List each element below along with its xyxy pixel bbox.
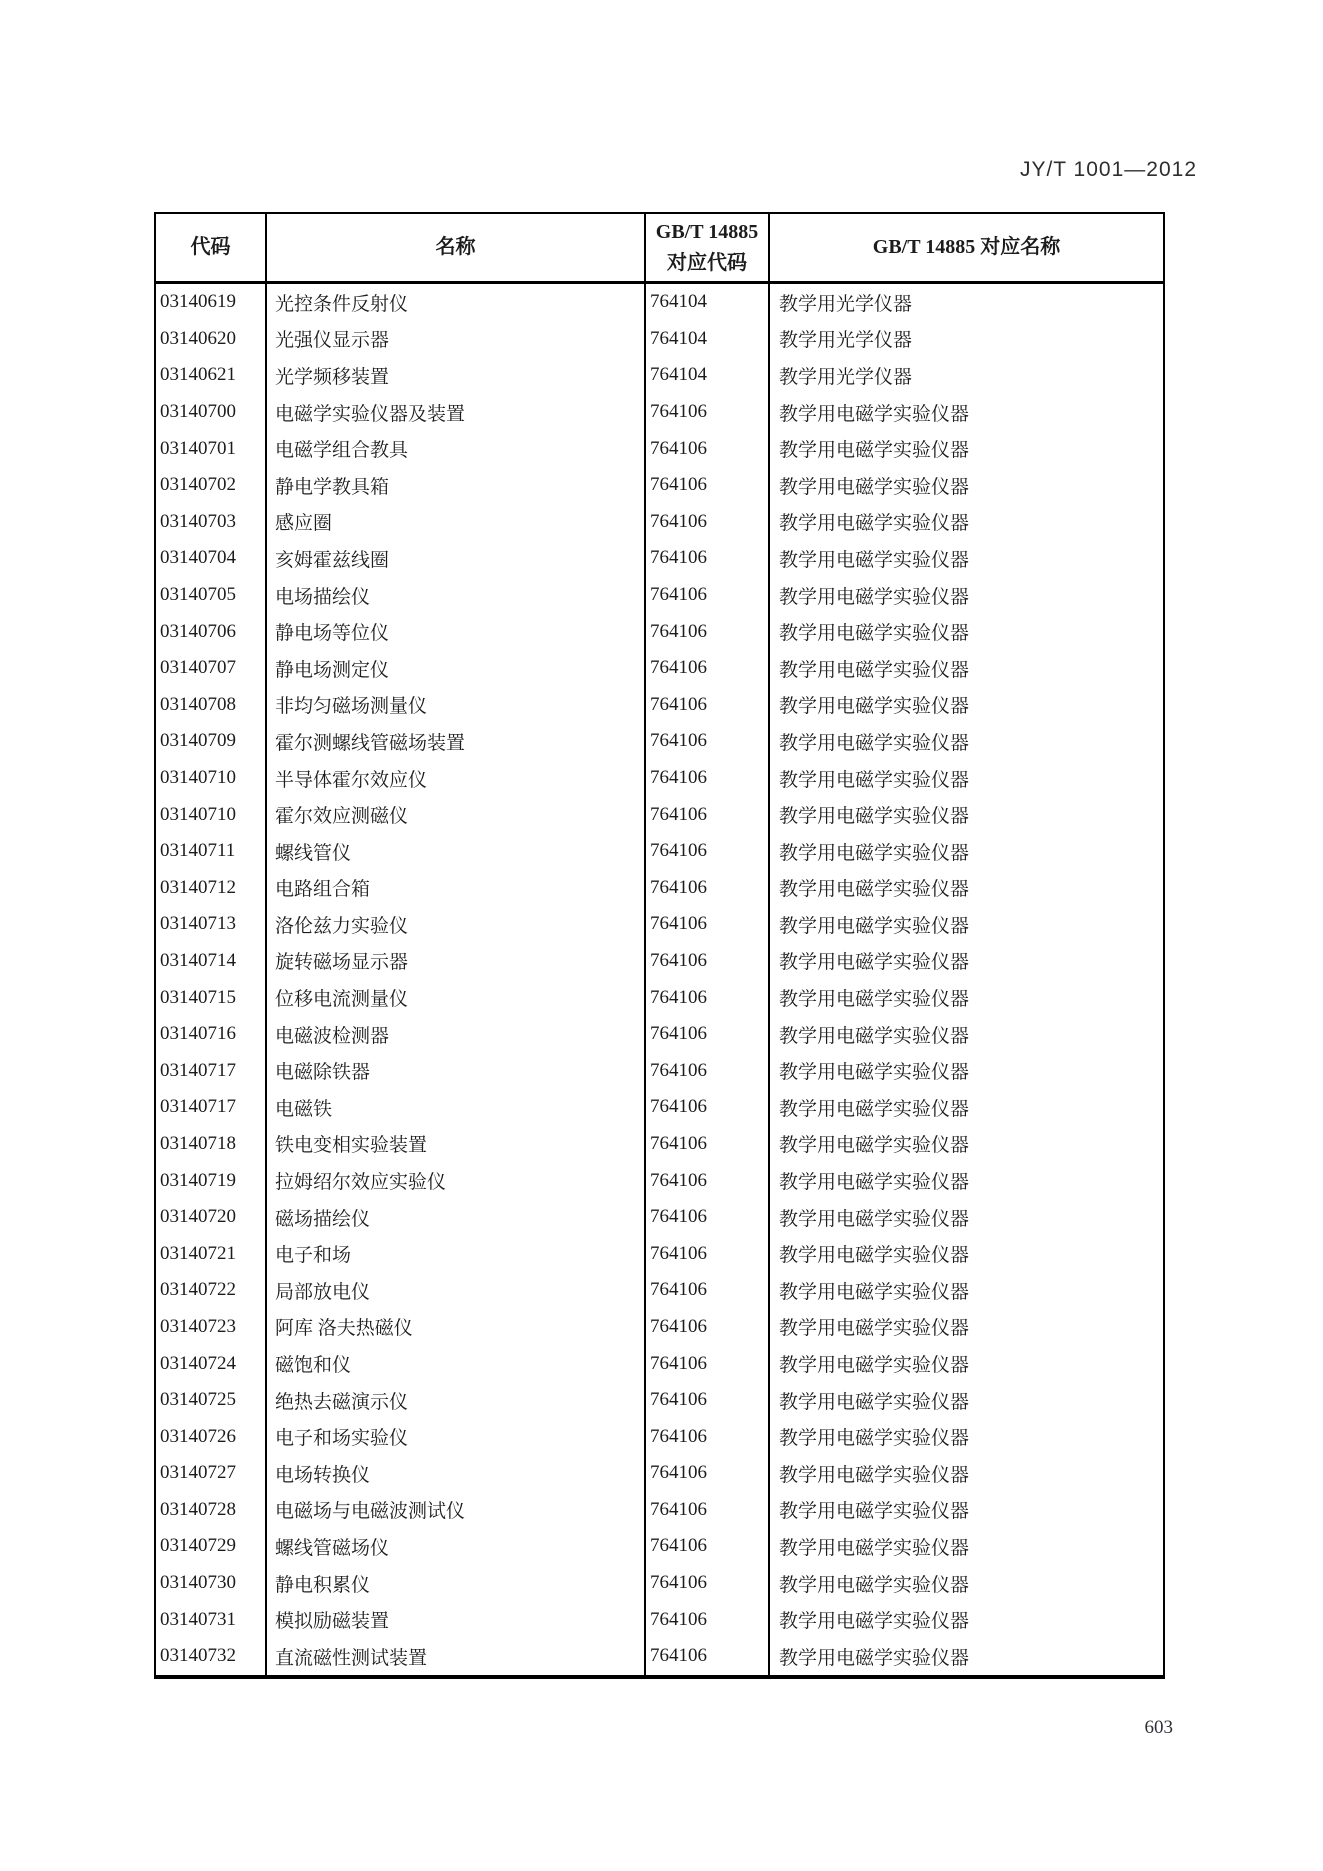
- cell-gbt-code: 764106: [646, 467, 770, 504]
- cell-code: 03140732: [156, 1638, 267, 1675]
- table-row: [156, 1016, 1163, 1053]
- cell-gbt-code: 764104: [646, 321, 770, 358]
- cell-gbt-name: 教学用光学仪器: [779, 293, 913, 315]
- table-row: [156, 833, 1163, 870]
- cell-code: 03140710: [156, 796, 267, 833]
- cell-gbt-code: 764106: [646, 796, 770, 833]
- cell-gbt-name: 教学用电磁学实验仪器: [779, 403, 970, 425]
- cell-name: 霍尔效应测磁仪: [267, 796, 646, 833]
- cell-gbt-code: 764106: [646, 1638, 770, 1675]
- cell-name: 霍尔测螺线管磁场装置: [267, 723, 646, 760]
- cell-name: 电磁学实验仪器及装置: [267, 394, 646, 431]
- cell-gbt-code: 764106: [646, 1052, 770, 1089]
- table-row: [156, 284, 1163, 321]
- cell-gbt-code: 764106: [646, 1309, 770, 1346]
- table-row: [156, 1638, 1163, 1675]
- cell-gbt-name: 教学用电磁学实验仪器: [779, 879, 970, 901]
- cell-gbt-name: 教学用电磁学实验仪器: [779, 549, 970, 571]
- cell-name: 铁电变相实验装置: [267, 1126, 646, 1163]
- cell-code: 03140721: [156, 1235, 267, 1272]
- cell-gbt-name: 教学用电磁学实验仪器: [779, 623, 970, 645]
- cell-code: 03140620: [156, 321, 267, 358]
- cell-gbt-code: 764106: [646, 760, 770, 797]
- cell-gbt-code: 764106: [646, 650, 770, 687]
- cell-gbt-code: 764106: [646, 1382, 770, 1419]
- cell-gbt-code: 764106: [646, 1126, 770, 1163]
- table-row: [156, 577, 1163, 614]
- table-row: [156, 1382, 1163, 1419]
- table-row: [156, 430, 1163, 467]
- cell-gbt-code: 764106: [646, 1235, 770, 1272]
- cell-gbt-name: 教学用电磁学实验仪器: [779, 732, 970, 754]
- cell-code: 03140701: [156, 430, 267, 467]
- cell-gbt-code: 764106: [646, 943, 770, 980]
- cell-name: 直流磁性测试装置: [267, 1638, 646, 1675]
- cell-code: 03140729: [156, 1528, 267, 1565]
- cell-gbt-code: 764106: [646, 723, 770, 760]
- cell-name: 拉姆绍尔效应实验仪: [267, 1162, 646, 1199]
- cell-gbt-code: 764106: [646, 1272, 770, 1309]
- table-row: [156, 979, 1163, 1016]
- column-header-gbt-code-line1: GB/T 14885: [655, 220, 759, 243]
- cell-name: 洛伦兹力实验仪: [267, 906, 646, 943]
- cell-name: 电磁铁: [267, 1089, 646, 1126]
- cell-code: 03140717: [156, 1089, 267, 1126]
- cell-gbt-name: 教学用电磁学实验仪器: [779, 1208, 970, 1230]
- cell-name: 非均匀磁场测量仪: [267, 687, 646, 724]
- cell-gbt-code: 764104: [646, 284, 770, 321]
- column-header-gbt-code: [646, 214, 770, 281]
- table-row: [156, 687, 1163, 724]
- cell-gbt-code: 764106: [646, 1162, 770, 1199]
- cell-name: 旋转磁场显示器: [267, 943, 646, 980]
- table-row: [156, 1089, 1163, 1126]
- cell-name: 电磁波检测器: [267, 1016, 646, 1053]
- cell-gbt-code: 764106: [646, 1565, 770, 1602]
- column-header-name: 名称: [267, 214, 646, 281]
- table-row: [156, 1601, 1163, 1638]
- cell-gbt-name: 教学用电磁学实验仪器: [779, 440, 970, 462]
- cell-code: 03140730: [156, 1565, 267, 1602]
- cell-code: 03140717: [156, 1052, 267, 1089]
- table-row: [156, 870, 1163, 907]
- table-row: [156, 760, 1163, 797]
- cell-gbt-name: 教学用电磁学实验仪器: [779, 1318, 970, 1340]
- table-row: [156, 1345, 1163, 1382]
- cell-gbt-name: 教学用电磁学实验仪器: [779, 842, 970, 864]
- cell-gbt-code: 764106: [646, 504, 770, 541]
- cell-gbt-code: 764106: [646, 687, 770, 724]
- table-row: [156, 1492, 1163, 1529]
- cell-name: 模拟励磁装置: [267, 1601, 646, 1638]
- cell-code: 03140719: [156, 1162, 267, 1199]
- cell-code: 03140704: [156, 540, 267, 577]
- cell-code: 03140709: [156, 723, 267, 760]
- table-row: [156, 394, 1163, 431]
- cell-gbt-name: 教学用电磁学实验仪器: [779, 1611, 970, 1633]
- cell-code: 03140715: [156, 979, 267, 1016]
- cell-name: 静电学教具箱: [267, 467, 646, 504]
- cell-name: 绝热去磁演示仪: [267, 1382, 646, 1419]
- table-row: [156, 1309, 1163, 1346]
- cell-name: 光学频移装置: [267, 357, 646, 394]
- table-row: [156, 1272, 1163, 1309]
- table-row: [156, 1126, 1163, 1163]
- cell-gbt-code: 764106: [646, 394, 770, 431]
- cell-name: 光强仪显示器: [267, 321, 646, 358]
- cell-gbt-name: 教学用电磁学实验仪器: [779, 1428, 970, 1450]
- cell-name: 电磁除铁器: [267, 1052, 646, 1089]
- cell-code: 03140722: [156, 1272, 267, 1309]
- cell-name: 阿库 洛夫热磁仪: [267, 1309, 646, 1346]
- cell-code: 03140720: [156, 1199, 267, 1236]
- cell-gbt-name: 教学用光学仪器: [779, 330, 913, 352]
- cell-gbt-name: 教学用电磁学实验仪器: [779, 1245, 970, 1267]
- cell-gbt-code: 764106: [646, 577, 770, 614]
- cell-name: 局部放电仪: [267, 1272, 646, 1309]
- cell-name: 电子和场实验仪: [267, 1418, 646, 1455]
- table-row: [156, 321, 1163, 358]
- cell-gbt-code: 764104: [646, 357, 770, 394]
- table-row: [156, 1565, 1163, 1602]
- table-row: [156, 467, 1163, 504]
- cell-gbt-name: 教学用电磁学实验仪器: [779, 1574, 970, 1596]
- cell-gbt-name: 教学用电磁学实验仪器: [779, 1391, 970, 1413]
- cell-gbt-name: 教学用电磁学实验仪器: [779, 1025, 970, 1047]
- cell-gbt-code: 764106: [646, 1528, 770, 1565]
- cell-name: 电子和场: [267, 1235, 646, 1272]
- cell-name: 电磁场与电磁波测试仪: [267, 1492, 646, 1529]
- table-row: [156, 906, 1163, 943]
- cell-code: 03140702: [156, 467, 267, 504]
- cell-code: 03140700: [156, 394, 267, 431]
- cell-name: 磁场描绘仪: [267, 1199, 646, 1236]
- cell-name: 半导体霍尔效应仪: [267, 760, 646, 797]
- table-row: [156, 1162, 1163, 1199]
- cell-gbt-name: 教学用电磁学实验仪器: [779, 1098, 970, 1120]
- cell-gbt-name: 教学用电磁学实验仪器: [779, 1281, 970, 1303]
- table-row: [156, 1235, 1163, 1272]
- cell-gbt-code: 764106: [646, 1455, 770, 1492]
- cell-gbt-name: 教学用电磁学实验仪器: [779, 1501, 970, 1523]
- cell-name: 静电场测定仪: [267, 650, 646, 687]
- cell-gbt-name: 教学用光学仪器: [779, 366, 913, 388]
- cell-name: 感应圈: [267, 504, 646, 541]
- cell-code: 03140714: [156, 943, 267, 980]
- table-row: [156, 943, 1163, 980]
- table-row: [156, 1418, 1163, 1455]
- cell-gbt-code: 764106: [646, 906, 770, 943]
- cell-code: 03140710: [156, 760, 267, 797]
- page-number: 603: [1144, 1717, 1173, 1738]
- cell-gbt-code: 764106: [646, 1016, 770, 1053]
- cell-code: 03140712: [156, 870, 267, 907]
- cell-name: 电路组合箱: [267, 870, 646, 907]
- cell-gbt-code: 764106: [646, 540, 770, 577]
- table-row: [156, 613, 1163, 650]
- cell-code: 03140724: [156, 1345, 267, 1382]
- cell-name: 静电积累仪: [267, 1565, 646, 1602]
- cell-gbt-name: 教学用电磁学实验仪器: [779, 1172, 970, 1194]
- column-header-gbt-code-line2: 对应代码: [667, 251, 747, 274]
- cell-name: 静电场等位仪: [267, 613, 646, 650]
- cell-gbt-name: 教学用电磁学实验仪器: [779, 806, 970, 828]
- cell-name: 电场转换仪: [267, 1455, 646, 1492]
- cell-name: 位移电流测量仪: [267, 979, 646, 1016]
- cell-gbt-code: 764106: [646, 979, 770, 1016]
- cell-name: 亥姆霍兹线圈: [267, 540, 646, 577]
- cell-gbt-code: 764106: [646, 870, 770, 907]
- cell-code: 03140713: [156, 906, 267, 943]
- cell-gbt-code: 764106: [646, 1199, 770, 1236]
- cell-gbt-name: 教学用电磁学实验仪器: [779, 696, 970, 718]
- cell-gbt-name: 教学用电磁学实验仪器: [779, 1135, 970, 1157]
- table-row: [156, 796, 1163, 833]
- table-row: [156, 1052, 1163, 1089]
- cell-gbt-name: 教学用电磁学实验仪器: [779, 1464, 970, 1486]
- cell-gbt-code: 764106: [646, 1418, 770, 1455]
- table-header-row: [156, 214, 1163, 284]
- cell-code: 03140718: [156, 1126, 267, 1163]
- cell-code: 03140619: [156, 284, 267, 321]
- cell-gbt-name: 教学用电磁学实验仪器: [779, 659, 970, 681]
- cell-code: 03140711: [156, 833, 267, 870]
- cell-name: 光控条件反射仪: [267, 284, 646, 321]
- cell-gbt-name: 教学用电磁学实验仪器: [779, 1647, 970, 1669]
- cell-code: 03140725: [156, 1382, 267, 1419]
- cell-code: 03140707: [156, 650, 267, 687]
- cell-gbt-code: 764106: [646, 1492, 770, 1529]
- cell-gbt-name: 教学用电磁学实验仪器: [779, 952, 970, 974]
- cell-code: 03140705: [156, 577, 267, 614]
- cell-gbt-code: 764106: [646, 430, 770, 467]
- cell-code: 03140706: [156, 613, 267, 650]
- table-row: [156, 357, 1163, 394]
- table-row: [156, 650, 1163, 687]
- cell-code: 03140728: [156, 1492, 267, 1529]
- table-row: [156, 504, 1163, 541]
- table-row: [156, 723, 1163, 760]
- cell-gbt-code: 764106: [646, 833, 770, 870]
- column-header-code: 代码: [156, 214, 267, 281]
- cell-gbt-name: 教学用电磁学实验仪器: [779, 915, 970, 937]
- table-row: [156, 1528, 1163, 1565]
- cell-code: 03140621: [156, 357, 267, 394]
- column-header-gbt-name: GB/T 14885 对应名称: [872, 236, 1061, 258]
- cell-code: 03140703: [156, 504, 267, 541]
- cell-code: 03140727: [156, 1455, 267, 1492]
- document-standard-number: JY/T 1001—2012: [1019, 158, 1197, 181]
- cell-name: 电场描绘仪: [267, 577, 646, 614]
- cell-gbt-name: 教学用电磁学实验仪器: [779, 989, 970, 1011]
- cell-gbt-code: 764106: [646, 1601, 770, 1638]
- cell-gbt-name: 教学用电磁学实验仪器: [779, 476, 970, 498]
- cell-code: 03140708: [156, 687, 267, 724]
- cell-code: 03140723: [156, 1309, 267, 1346]
- cell-gbt-name: 教学用电磁学实验仪器: [779, 586, 970, 608]
- cell-gbt-name: 教学用电磁学实验仪器: [779, 1062, 970, 1084]
- cell-gbt-code: 764106: [646, 1345, 770, 1382]
- cell-gbt-name: 教学用电磁学实验仪器: [779, 1355, 970, 1377]
- table-row: [156, 1455, 1163, 1492]
- table-row: [156, 540, 1163, 577]
- cell-name: 螺线管磁场仪: [267, 1528, 646, 1565]
- cell-gbt-name: 教学用电磁学实验仪器: [779, 769, 970, 791]
- cell-name: 电磁学组合教具: [267, 430, 646, 467]
- cell-name: 螺线管仪: [267, 833, 646, 870]
- cell-code: 03140726: [156, 1418, 267, 1455]
- cell-gbt-name: 教学用电磁学实验仪器: [779, 513, 970, 535]
- cell-gbt-code: 764106: [646, 1089, 770, 1126]
- cell-code: 03140716: [156, 1016, 267, 1053]
- table-body: [156, 284, 1163, 1675]
- code-mapping-table: [154, 212, 1165, 1679]
- cell-gbt-name: 教学用电磁学实验仪器: [779, 1537, 970, 1559]
- cell-gbt-code: 764106: [646, 613, 770, 650]
- table-row: [156, 1199, 1163, 1236]
- cell-code: 03140731: [156, 1601, 267, 1638]
- cell-name: 磁饱和仪: [267, 1345, 646, 1382]
